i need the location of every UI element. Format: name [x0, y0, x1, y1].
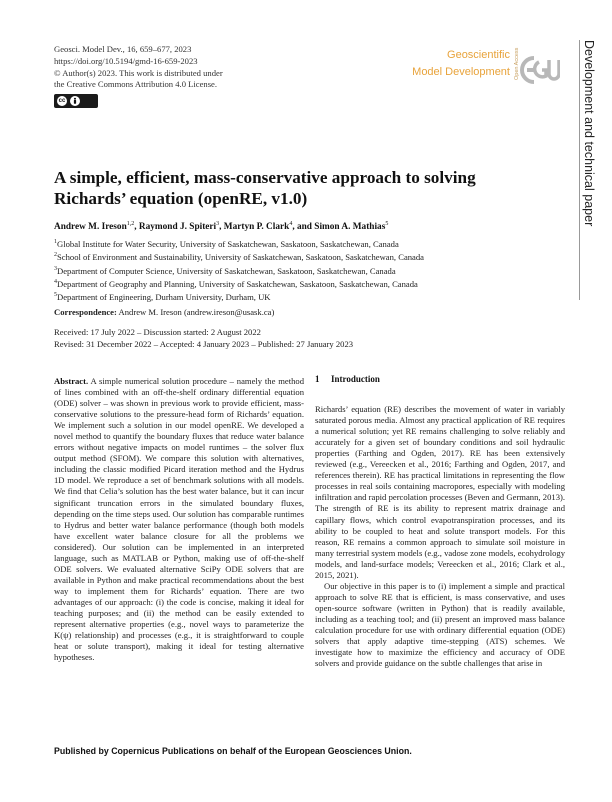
publication-dates: Received: 17 July 2022 – Discussion started: 2 August 2022 Revised: 31 December 2022 – Accepted: 4 January 2023 – Published: 27 January 2023 [54, 327, 354, 349]
affiliation-list [54, 237, 544, 303]
affiliation: $^5$Department of Engineering, Durham University, Durham, UK [54, 291, 271, 302]
author-name: Raymond J. Spiteri [138, 222, 217, 233]
author-list: Andrew M. Ireson$^{1,2}$, Raymond J. Spiteri$^3$, Martyn P. Clark$^4$, and Simon A. Mathias$^5$ [54, 221, 389, 233]
paper-title: A simple, efficient, mass-conservative approach to solving Richards’ equation (openRE, v1.0) [54, 168, 476, 208]
egu-logo [520, 52, 560, 88]
abstract-text: A simple numerical solution procedure – namely the method of lines combined with an off-the-shelf ordinary differential equation (ODE) solver – was shown in previous work to provide efficient, mass-conservative solutions to the pressure-head form of Richards’ equation. We implement such a solution in our model openRE. We developed a novel method to quantify the boundary fluxes that reduce water balance errors without negative impacts on model runtimes – the solver flux output method (SFOM). We compare this solution with alternatives, including the classic modified Picard iteration method and the Hydrus 1D model. We reproduce a set of benchmark solutions with all models. We find that Celia’s solution has the best water balance, but it can incur significant truncation errors in the simulated boundary fluxes, depending on the time steps used. Our solution has comparable runtimes to Hydrus and better water balance performance (though both models have excellent water balance closure for all the problems we considered). Our solution can be implemented in an interpreted language, such as MATLAB or Python, making use of off-the-shelf ODE solvers. We evaluated alternative SciPy ODE solvers that are available in Python and make practical recommendations about the best way to implement them for Richards’ equation. There are two advantages of our approach: (i) the code is concise, making it ideal for teaching purposes; and (ii) the method can be easily extended to represent alternative properties (e.g., novel ways to parameterize the K(ψ) relationship) and processes (e.g., it is straightforward to couple heat or solute transport), making it ideal for testing alternative hypotheses. [54, 376, 304, 663]
citation: Geosci. Model Dev., 16, 659–677, 2023 [54, 44, 192, 54]
open-access-label: Open Access [514, 47, 520, 80]
section-heading: 1 Introduction [315, 374, 380, 384]
affiliation: $^3$Department of Computer Science, University of Saskatchewan, Saskatoon, Saskatchewan, Canada [54, 265, 396, 276]
author-name: Martyn P. Clark [223, 222, 290, 233]
journal-name: Geoscientific Model Development [412, 49, 510, 78]
correspondence-contact[interactable]: Andrew M. Ireson (andrew.ireson@usask.ca) [118, 307, 275, 317]
affiliation: $^2$School of Environment and Sustainability, University of Saskatchewan, Saskatoon, Saskatchewan, Canada [54, 252, 424, 263]
author-name: Simon A. Mathias [314, 222, 386, 233]
doi-link[interactable]: https://doi.org/10.5194/gmd-16-659-2023 [54, 55, 198, 66]
cc-icon: cc [58, 98, 66, 104]
publisher-footer: Published by Copernicus Publications on behalf of the European Geosciences Union. [54, 746, 412, 756]
author-name: Andrew M. Ireson [54, 222, 127, 233]
affiliation: $^1$Global Institute for Water Security, University of Saskatchewan, Saskatoon, Saskatchewan, Canada [54, 238, 399, 249]
intro-paragraph: Our objective in this paper is to (i) implement a simple and practical approach to solve RE that is efficient, is mass conservative, and uses open-source software (written in Python) that is readily available, including as a teaching tool; and (ii) present an improved mass balance calculation procedure for use with ordinary differential equation (ODE) solvers that apply adaptive time-stepping (ATS) schemes. We investigate how to maximize the efficiency and accuracy of ODE solvers and provide guidance on the subtle challenges that arise in [315, 580, 565, 669]
attribution-icon [70, 96, 80, 106]
article-metadata [54, 44, 314, 91]
article-type-side-label: Development and technical paper [582, 40, 596, 227]
introduction-section [315, 374, 565, 669]
side-rule [579, 40, 580, 300]
abstract [54, 376, 304, 663]
abstract-label: Abstract. [54, 376, 89, 386]
cc-by-license-badge[interactable] [54, 94, 98, 108]
copyright-line: © Author(s) 2023. This work is distributed under [54, 67, 223, 78]
license-line: the Creative Commons Attribution 4.0 License. [54, 79, 218, 90]
affiliation: $^4$Department of Geography and Planning, University of Saskatchewan, Saskatoon, Saskatchewan, Canada [54, 278, 418, 289]
correspondence: Correspondence: Andrew M. Ireson (andrew.ireson@usask.ca) [54, 307, 275, 317]
intro-paragraph: Richards’ equation (RE) describes the movement of water in variably saturated porous media. Almost any practical application of RE requires a numerical solution; yet RE remains challenging to solve reliably and accurately for a given set of boundary conditions and soil hydraulic properties (Farthing and Ogden, 2017). RE has been extensively reviewed (e.g., Vereecken et al., 2016; Farthing and Ogden, 2017, and references therein). RE has practical limitations in representing the flow processes in real soils containing macropores, especially with modeling infiltration and rapid percolation processes (Beven and Germann, 2013). The strength of RE is its ability to represent matrix drainage and capillary flows, which control evapotranspiration processes, and its ability to be coupled to heat and solute transport models. For this reason, RE remains a common approach to simulate soil moisture in many terrestrial system models (e.g., vadose zone models, ecohydrology models, and land-surface models; Vereecken et al., 2016; Clark et al., 2015, 2021). [315, 404, 565, 580]
